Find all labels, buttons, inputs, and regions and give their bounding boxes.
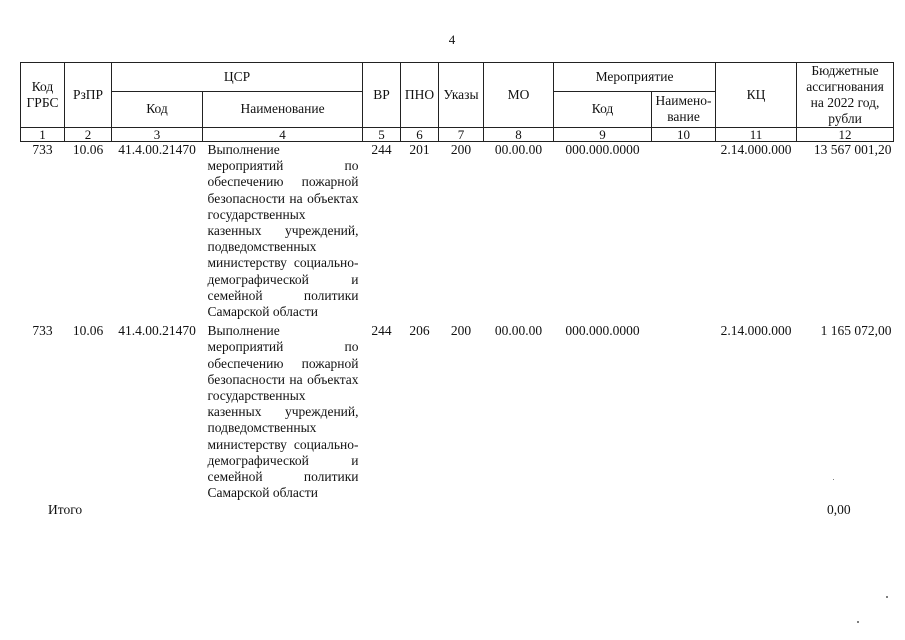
cell-kod-grbs: 733 (32, 323, 53, 339)
page-number: 4 (448, 32, 456, 47)
column-number: 4 (203, 128, 363, 142)
cell-amount: 1 165 072,00 (820, 323, 892, 339)
cell-rzpr: 10.06 (72, 323, 104, 339)
column-number: 10 (652, 128, 716, 142)
header-csr-name: Наименование (203, 91, 363, 127)
cell-mo: 00.00.00 (494, 142, 543, 157)
cell-ukazy: 200 (450, 323, 472, 339)
table-row (21, 142, 894, 321)
column-number: 9 (554, 128, 652, 142)
cell-ukazy: 200 (450, 142, 472, 157)
header-mo: МО (484, 63, 554, 128)
cell-kod-grbs: 733 (32, 142, 53, 157)
total-value: 0,00 (827, 502, 851, 517)
column-number: 12 (797, 128, 894, 142)
scan-speck (886, 596, 888, 598)
header-budget: Бюджетные ассигнования на 2022 год, рубли (797, 63, 894, 128)
header-rzpr: РзПР (65, 63, 112, 128)
cell-mer-kod: 000.000.0000 (565, 142, 640, 157)
cell-mer-kod: 000.000.0000 (565, 323, 640, 339)
header-ukazy: Указы (439, 63, 484, 128)
column-number: 2 (65, 128, 112, 142)
cell-mer-name (652, 142, 716, 321)
column-number: 8 (484, 128, 554, 142)
column-number: 3 (112, 128, 203, 142)
header-csr: ЦСР (112, 63, 363, 92)
cell-csr-kod: 41.4.00.21470 (118, 142, 196, 157)
cell-csr-kod: 41.4.00.21470 (118, 323, 196, 339)
column-number: 6 (401, 128, 439, 142)
cell-pno: 201 (409, 142, 430, 157)
cell-mer-name (652, 320, 716, 501)
cell-csr-name: Выполнение мероприятий по обеспечению пожарной безопасности на объектах государственных казенных учреждений, подведомственных министерству социально-демографической и семейной политики Самарской области (207, 323, 359, 501)
cell-rzpr: 10.06 (72, 142, 104, 157)
header-vr: ВР (363, 63, 401, 128)
scan-speck (833, 479, 834, 480)
cell-vr: 244 (371, 142, 392, 157)
total-label: Итого (48, 502, 83, 517)
column-number: 5 (363, 128, 401, 142)
cell-kc: 2.14.000.000 (720, 142, 792, 157)
cell-amount: 13 567 001,20 (813, 142, 892, 157)
header-csr-kod: Код (112, 91, 203, 127)
header-kc: КЦ (716, 63, 797, 128)
cell-mo: 00.00.00 (494, 323, 543, 339)
scan-speck (857, 621, 859, 623)
cell-csr-name: Выполнение мероприятий по обеспечению пожарной безопасности на объектах государственных казенных учреждений, подведомственных министерству социально-демографической и семейной политики Самарской области (207, 142, 359, 320)
header-pno: ПНО (401, 63, 439, 128)
cell-pno: 206 (409, 323, 430, 339)
table-row (21, 320, 894, 501)
header-mer-name: Наимено-вание (652, 91, 716, 127)
header-meropriyatie: Мероприятие (554, 63, 716, 92)
header-mer-kod: Код (554, 91, 652, 127)
column-number: 1 (21, 128, 65, 142)
column-number: 11 (716, 128, 797, 142)
cell-vr: 244 (371, 323, 392, 339)
cell-kc: 2.14.000.000 (720, 323, 792, 339)
budget-table (20, 62, 894, 501)
column-number: 7 (439, 128, 484, 142)
header-kod-grbs: Код ГРБС (21, 63, 65, 128)
